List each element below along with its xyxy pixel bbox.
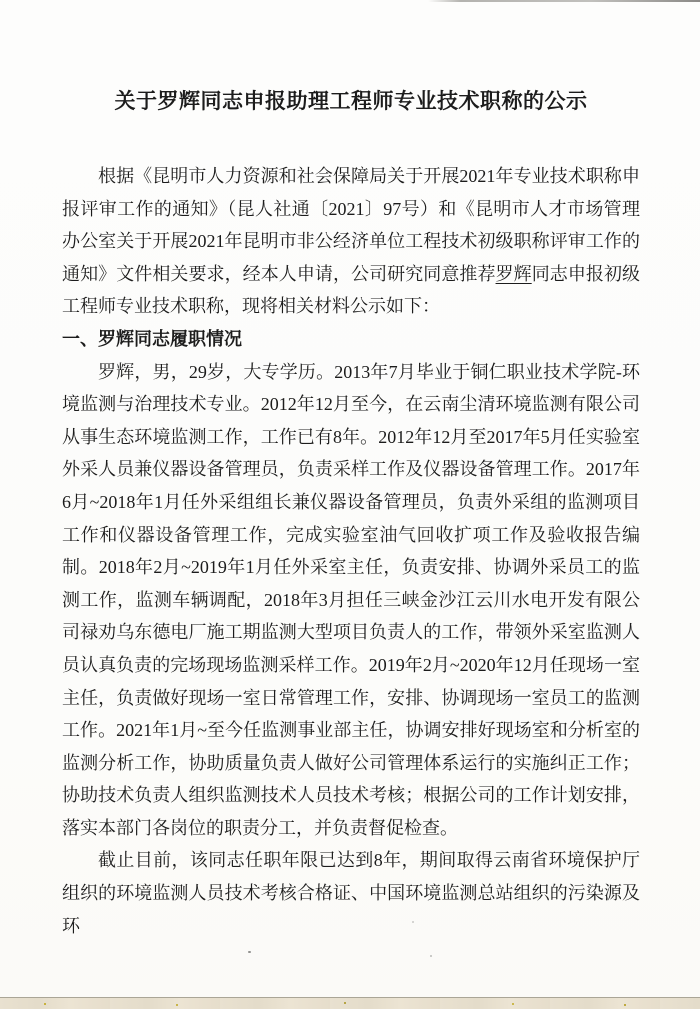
photocopy-speck (248, 951, 251, 953)
photocopy-speck (430, 955, 432, 957)
document-title: 关于罗辉同志申报助理工程师专业技术职称的公示 (114, 89, 588, 113)
career-paragraph: 罗辉，男，29岁，大专学历。2013年7月毕业于铜仁职业技术学院-环境监测与治理技术专业。2012年12月至今，在云南尘清环境监测有限公司从事生态环境监测工作，工作已有8年。2012年12月至2017年5月任实验室外采人员兼仪器设备管理员，负责采样工作及仪器设备管理工作。2017年6月~2018年1月任外采组组长兼仪器设备管理员，负责外采组的监测项目工作和仪器设备管理工作，完成实验室油气回收扩项工作及验收报告编制。2018年2月~2019年1月任外采室主任，负责安排、协调外采员工的监测工作，监测车辆调配，2018年3月担任三峡金沙江云川水电开发有限公司禄劝乌东德电厂施工期监测大型项目负责人的工作，带领外采室监测人员认真负责的完场现场监测采样工作。2019年2月~2020年12月任现场一室主任，负责做好现场一室日常管理工作，安排、协调现场一室员工的监测工作。2021年1月~至今任监测事业部主任，协调安排好现场室和分析室的监测分析工作，协助质量负责人做好公司管理体系运行的实施纠正工作；协助技术负责人组织监测技术人员技术考核；根据公司的工作计划安排，落实本部门各岗位的职责分工，并负责督促检查。 (62, 361, 640, 838)
scanner-background-strip (0, 997, 700, 1009)
scanner-strip-specks (44, 1003, 46, 1005)
intro-text-pre: 根据《昆明市人力资源和社会保障局关于开展2021年专业技术职称申报评审工作的通知》（昆人社通〔2021〕97号）和《昆明市人才市场管理办公室关于开展2021年昆明市非公经济单位工程技术初级职称评审工作的通知》文件相关要求，经本人申请，公司研究同意推荐 (62, 166, 640, 284)
photocopy-speck (412, 921, 414, 923)
closing-paragraph: 截止目前，该同志任职年限已达到8年，期间取得云南省环境保护厅组织的环境监测人员技术考核合格证、中国环境监测总站组织的污染源及环 (62, 850, 640, 936)
applicant-name-underlined: 罗辉 (495, 263, 532, 284)
document-body (62, 84, 640, 942)
intro-text-post: 同志申报初级工程师专业技术职称，现将相关材料公示如下： (62, 263, 641, 317)
photocopy-speck (560, 403, 564, 405)
scan-edge-artifact (428, 0, 700, 2)
section-heading: 一、罗辉同志履职情况 (62, 328, 242, 349)
intro-paragraph (62, 160, 640, 323)
